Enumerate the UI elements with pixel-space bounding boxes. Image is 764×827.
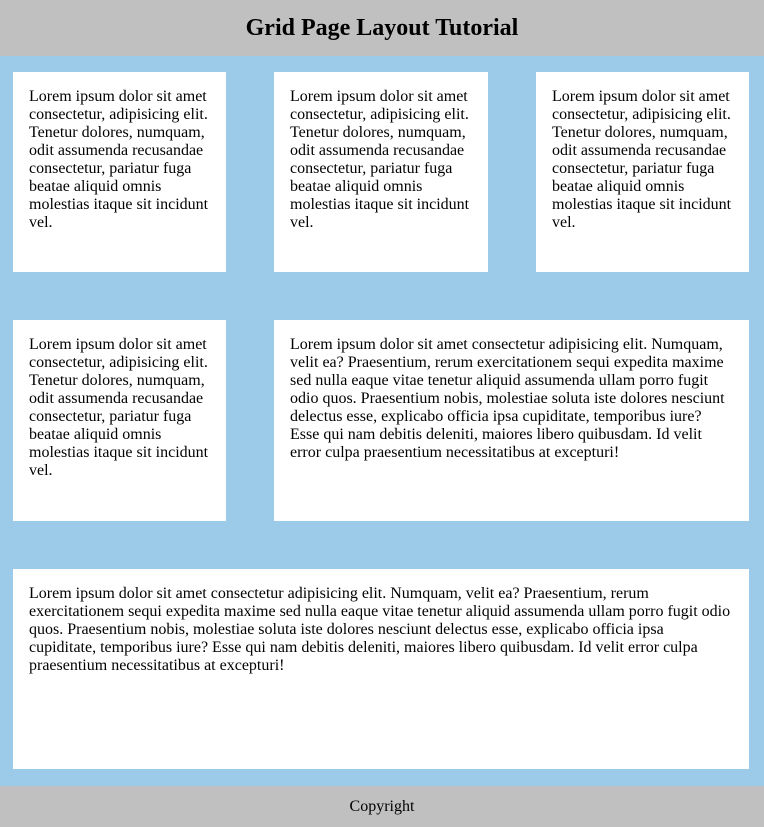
card-text: Lorem ipsum dolor sit amet consectetur, adipisicing elit. Tenetur dolores, numquam, odit assumenda recusandae consectetur, pariatur fuga beatae aliquid omnis molestias itaque sit incidunt vel. [29,336,209,479]
grid-card-3 [536,72,749,272]
card-text: Lorem ipsum dolor sit amet consectetur, adipisicing elit. Tenetur dolores, numquam, odit assumenda recusandae consectetur, pariatur fuga beatae aliquid omnis molestias itaque sit incidunt vel. [290,88,470,231]
page-header [0,0,764,56]
card-text: Lorem ipsum dolor sit amet consectetur adipisicing elit. Numquam, velit ea? Praesentium, rerum exercitationem sequi expedita maxime sed nulla eaque vitae tenetur aliquid assumenda ullam porro fugit odio quos. Praesentium nobis, molestiae soluta iste dolores nesciunt delectus esse, explicabo officia ipsa cupiditate, temporibus iure? Esse qui nam debitis deleniti, maiores libero quibusdam. Id velit error culpa praesentium necessitatibus at excepturi! [29,585,731,674]
page-footer [0,786,764,827]
copyright-text: Copyright [349,797,415,815]
card-text: Lorem ipsum dolor sit amet consectetur adipisicing elit. Numquam, velit ea? Praesentium, rerum exercitationem sequi expedita maxime sed nulla eaque vitae tenetur aliquid assumenda ullam porro fugit odio quos. Praesentium nobis, molestiae soluta iste dolores nesciunt delectus esse, explicabo officia ipsa cupiditate, temporibus iure? Esse qui nam debitis deleniti, maiores libero quibusdam. Id velit error culpa praesentium necessitatibus at excepturi! [290,336,725,461]
grid-card-4 [13,320,226,521]
page-title: Grid Page Layout Tutorial [245,14,519,41]
card-text: Lorem ipsum dolor sit amet consectetur, adipisicing elit. Tenetur dolores, numquam, odit assumenda recusandae consectetur, pariatur fuga beatae aliquid omnis molestias itaque sit incidunt vel. [552,88,732,231]
grid-card-2 [274,72,488,272]
grid-card-6-full [13,569,749,769]
card-text: Lorem ipsum dolor sit amet consectetur, adipisicing elit. Tenetur dolores, numquam, odit assumenda recusandae consectetur, pariatur fuga beatae aliquid omnis molestias itaque sit incidunt vel. [29,88,209,231]
grid-card-5-wide [274,320,749,521]
grid-card-1 [13,72,226,272]
